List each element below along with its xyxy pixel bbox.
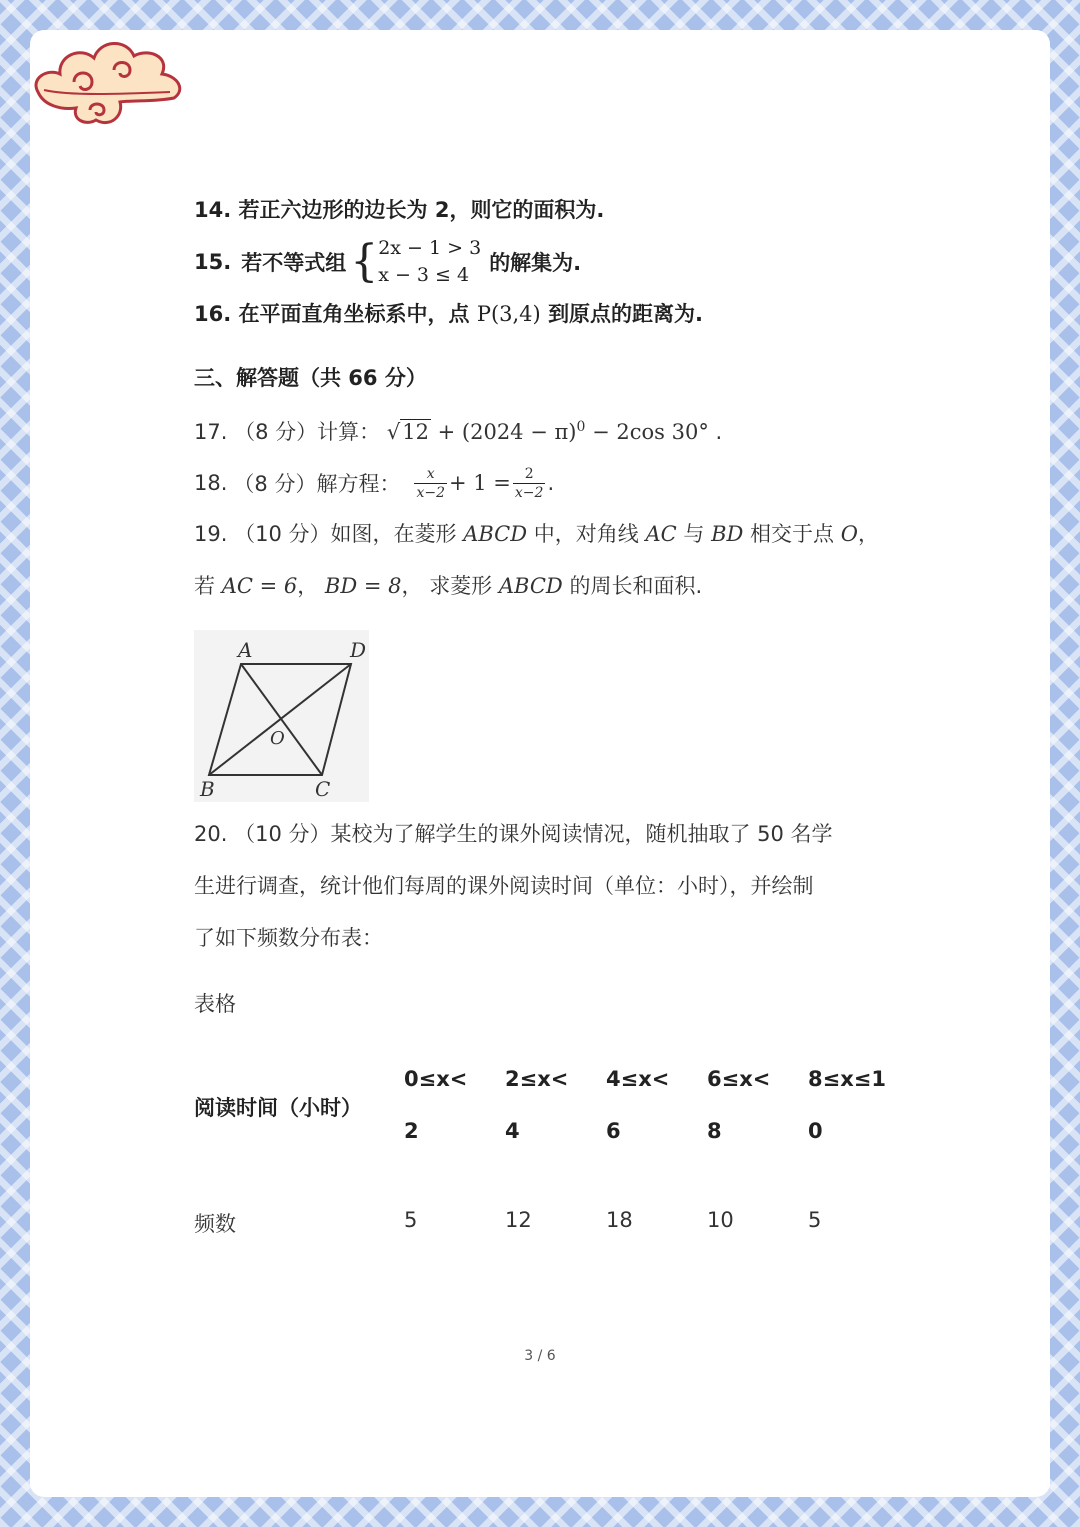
text-segment: 相交于点: [750, 522, 835, 546]
math-bd-value: BD = 8: [324, 574, 402, 598]
point-p: P(3,4): [476, 302, 541, 326]
question-text: 在平面直角坐标系中，点: [238, 302, 470, 326]
question-text: 若不等式组: [241, 251, 347, 275]
table-cell: 5: [808, 1208, 822, 1232]
math-o: O: [840, 522, 858, 546]
question-number: 19.: [194, 522, 228, 546]
vertex-a-label: A: [238, 638, 253, 662]
text-segment: 若: [194, 574, 215, 598]
vertex-c-label: C: [315, 777, 331, 801]
fraction-2: [513, 465, 546, 502]
text-segment: 中，对角线: [533, 522, 639, 546]
question-text: 若正六边形的边长为 2，则它的面积为.: [238, 198, 605, 222]
question-number: 15.: [194, 250, 232, 274]
question-number: 18.: [194, 471, 228, 495]
text-segment: （10 分）如图，在菱形: [234, 522, 457, 546]
center-o-label: O: [270, 728, 285, 749]
math-abcd: ABCD: [463, 522, 528, 546]
cloud-ornament-icon: [30, 30, 190, 134]
question-18: [194, 460, 554, 506]
vertex-d-label: D: [350, 638, 367, 662]
table-cell: 18: [606, 1208, 633, 1232]
text-segment: ，: [297, 574, 319, 598]
question-20-line-1: [194, 818, 833, 848]
expression-part: + (2024 − π): [437, 420, 577, 444]
table-header-cell-bottom: 4: [505, 1119, 520, 1143]
table-header-cell-top: 2≤x<: [505, 1067, 569, 1091]
page-number: 3 / 6: [524, 1348, 556, 1364]
math-bd: BD: [711, 522, 744, 546]
table-header-cell-top: 8≤x≤1: [808, 1067, 886, 1091]
fraction-denominator: x−2: [416, 484, 445, 501]
question-20-line-3: 了如下频数分布表：: [194, 926, 383, 950]
inequality-line-2: x − 3 ≤ 4: [378, 264, 470, 286]
table-header-cell-top: 4≤x<: [606, 1067, 670, 1091]
text-segment: 求菱形: [429, 574, 493, 598]
table-header-cell-bottom: 6: [606, 1119, 621, 1143]
question-16: [194, 298, 703, 328]
table-header-cell-bottom: 8: [707, 1119, 722, 1143]
table-cell: 10: [707, 1208, 734, 1232]
inequality-system: [378, 235, 481, 289]
text-segment: 与: [683, 522, 705, 546]
equation-middle: + 1 =: [449, 471, 511, 495]
fraction-numerator: 2: [513, 465, 546, 484]
table-header-cell-top: 6≤x<: [707, 1067, 771, 1091]
text-segment: ，: [401, 574, 423, 598]
exponent: 0: [576, 419, 586, 435]
fraction-1: [414, 465, 447, 502]
math-ac: AC: [645, 522, 677, 546]
question-15: [194, 234, 581, 290]
rhombus-diagram: [194, 630, 369, 802]
question-text-suffix: 到原点的距离为.: [548, 302, 704, 326]
table-header-cell-top: 0≤x<: [404, 1067, 468, 1091]
question-20-line-2: 生进行调查，统计他们每周的课外阅读时间（单位：小时），并绘制: [194, 874, 814, 898]
section-heading: 三、解答题（共 66 分）: [194, 366, 427, 390]
table-caption: 表格: [194, 992, 236, 1016]
table-cell: 5: [404, 1208, 418, 1232]
period: .: [547, 471, 555, 495]
vertex-b-label: B: [200, 777, 215, 801]
table-row-label-frequency: 频数: [194, 1212, 236, 1236]
inequality-line-1: 2x − 1 > 3: [378, 237, 482, 259]
math-abcd: ABCD: [498, 574, 563, 598]
question-number: 16.: [194, 302, 232, 326]
question-14: [194, 194, 604, 224]
question-text-suffix: 的解集为.: [489, 251, 582, 275]
text-segment: ，: [857, 522, 879, 546]
table-cell: 12: [505, 1208, 532, 1232]
sqrt-symbol: √: [386, 420, 401, 444]
period: .: [715, 420, 723, 444]
question-number: 20.: [194, 822, 228, 846]
rhombus-figure: [194, 630, 369, 802]
brace-symbol: {: [350, 236, 379, 287]
sqrt-content: 12: [402, 420, 429, 444]
fraction-denominator: x−2: [514, 484, 544, 501]
question-text: （8 分）解方程：: [233, 472, 401, 496]
question-number: 17.: [194, 420, 228, 444]
fraction-numerator: x: [414, 465, 447, 484]
table-header-cell-bottom: 2: [404, 1119, 419, 1143]
math-ac-value: AC = 6: [221, 574, 298, 598]
question-text: （8 分）计算：: [234, 420, 381, 444]
question-17: [194, 416, 722, 446]
table-header-cell-bottom: 0: [808, 1119, 823, 1143]
question-19-line-1: [194, 518, 879, 548]
question-19-line-2: [194, 570, 702, 600]
question-number: 14.: [194, 198, 232, 222]
table-row-label-reading-time: 阅读时间（小时）: [194, 1096, 362, 1120]
expression-tail: − 2cos 30°: [592, 420, 709, 444]
text-segment: （10 分）某校为了解学生的课外阅读情况，随机抽取了 50 名学: [234, 822, 833, 846]
text-segment: 的周长和面积.: [569, 574, 703, 598]
